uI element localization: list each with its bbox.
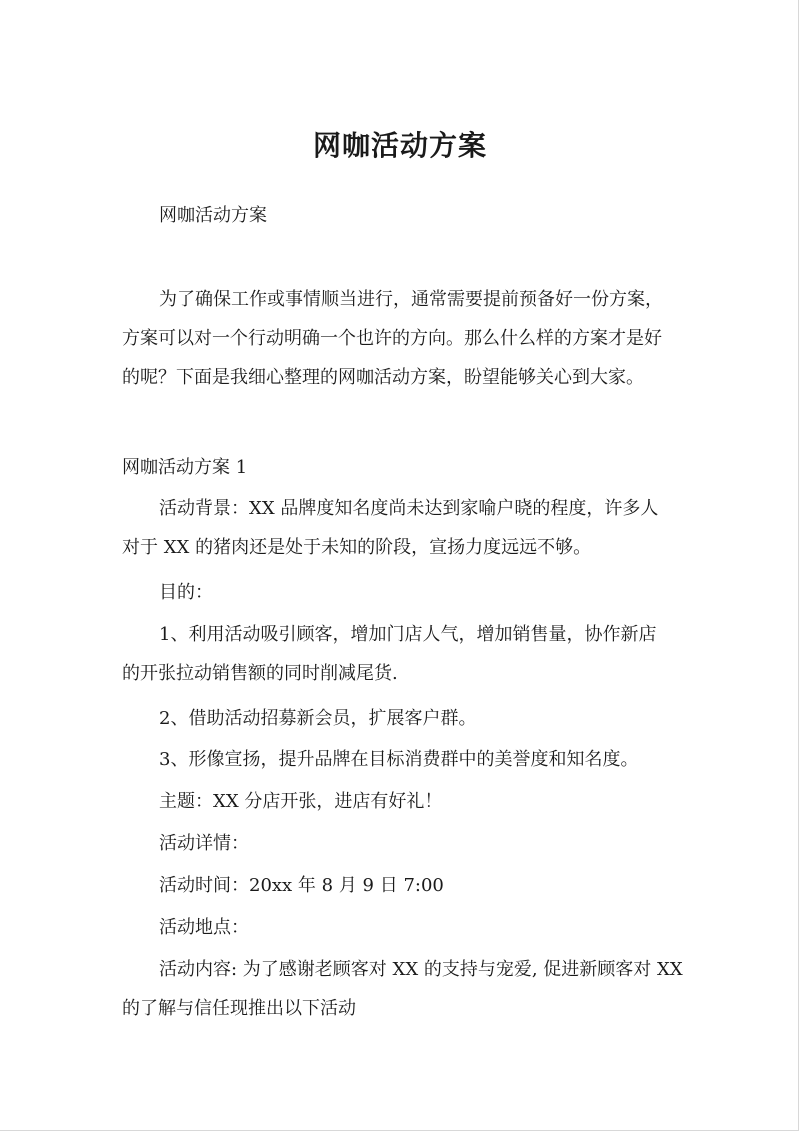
- section-heading-text: 网咖活动方案 1: [122, 457, 248, 478]
- item1-paragraph: [122, 615, 682, 693]
- content-line-1: 活动内容: 为了感谢老顾客对 XX 的支持与宠爱, 促进新顾客对 XX: [159, 959, 683, 980]
- content-paragraph: [122, 950, 682, 1028]
- theme-paragraph: [122, 782, 682, 821]
- details-paragraph: [122, 824, 682, 863]
- theme-text: 主题：XX 分店开张，进店有好礼！: [159, 791, 443, 812]
- section-heading: [122, 448, 682, 487]
- background-line-1: 活动背景：XX 品牌度知名度尚未达到家喻户晓的程度，许多人: [159, 498, 659, 519]
- subtitle-paragraph: [122, 196, 682, 235]
- purpose-paragraph: [122, 573, 682, 612]
- intro-line-3: 的呢？下面是我细心整理的网咖活动方案，盼望能够关心到大家。: [122, 367, 644, 388]
- location-text: 活动地点：: [159, 917, 249, 938]
- subtitle-text: 网咖活动方案: [159, 205, 267, 226]
- time-text: 活动时间：20xx 年 8 月 9 日 7:00: [159, 875, 444, 896]
- item2-paragraph: [122, 699, 682, 738]
- background-line-2: 对于 XX 的猪肉还是处于未知的阶段，宣扬力度远远不够。: [122, 537, 592, 558]
- item2-text: 2、借助活动招募新会员，扩展客户群。: [159, 708, 477, 729]
- item1-line-1: 1、利用活动吸引顾客，增加门店人气，增加销售量，协作新店: [159, 624, 657, 645]
- background-paragraph: [122, 489, 682, 567]
- content-line-2: 的了解与信任现推出以下活动: [122, 998, 356, 1019]
- item3-text: 3、形像宣扬，提升品牌在目标消费群中的美誉度和知名度。: [159, 749, 639, 770]
- item3-paragraph: [122, 740, 682, 779]
- document-title: 网咖活动方案: [312, 129, 487, 162]
- purpose-label: 目的：: [159, 582, 213, 603]
- details-label: 活动详情：: [159, 833, 249, 854]
- intro-line-1: 为了确保工作或事情顺当进行，通常需要提前预备好一份方案，: [159, 289, 663, 310]
- item1-line-2: 的开张拉动销售额的同时削减尾货.: [122, 663, 398, 684]
- intro-paragraph: [122, 280, 682, 397]
- location-paragraph: [122, 908, 682, 947]
- intro-line-2: 方案可以对一个行动明确一个也许的方向。那么什么样的方案才是好: [122, 328, 662, 349]
- time-paragraph: [122, 866, 682, 905]
